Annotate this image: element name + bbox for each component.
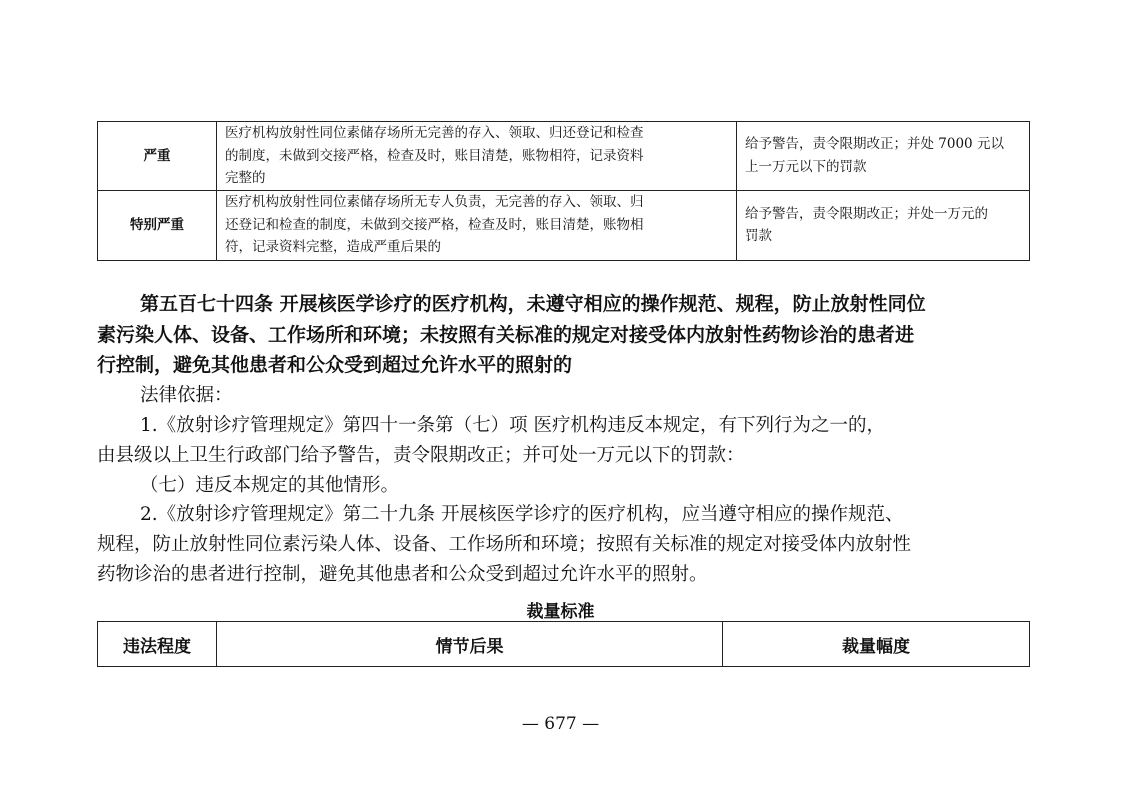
table-header-row: [98, 622, 1030, 667]
penalty-line: 给予警告，责令限期改正；并处一万元的: [745, 205, 988, 222]
table-row: [98, 190, 1030, 260]
circumstance-cell: [217, 122, 737, 191]
legal-paragraph-1: 由县级以上卫生行政部门给予警告，责令限期改正；并可处一万元以下的罚款：: [97, 445, 745, 466]
legal-item: （七）违反本规定的其他情形。: [140, 475, 400, 496]
column-header: 裁量幅度: [723, 622, 1030, 667]
penalty-line: 罚款: [745, 228, 772, 244]
penalty-cell: [737, 122, 1030, 191]
article-title-line: 素污染人体、设备、工作场所和环境；未按照有关标准的规定对接受体内放射性药物诊治的患者进: [97, 324, 915, 346]
standard-table: [97, 621, 1030, 667]
circumstance-line: 的制度，未做到交接严格，检查及时，账目清楚，账物相符，记录资料: [225, 147, 644, 164]
circumstance-line: 还登记和检查的制度，未做到交接严格，检查及时，账目清楚，账物相: [225, 216, 644, 233]
circumstance-line: 完整的: [225, 170, 266, 186]
legal-basis-heading: 法律依据：: [140, 385, 233, 406]
legal-paragraph-2: 规程，防止放射性同位素污染人体、设备、工作场所和环境；按照有关标准的规定对接受体内放射性: [97, 534, 912, 555]
column-header: 情节后果: [217, 622, 723, 667]
severity-cell: 严重: [98, 122, 217, 191]
penalty-line: 给予警告，责令限期改正；并处 7000 元以: [745, 136, 1004, 153]
penalty-table-top: [97, 121, 1030, 261]
article-title-line: 第五百七十四条 开展核医学诊疗的医疗机构，未遵守相应的操作规范、规程，防止放射性同位: [140, 293, 926, 315]
legal-paragraph-2: 药物诊治的患者进行控制，避免其他患者和公众受到超过允许水平的照射。: [97, 564, 708, 585]
column-header: 违法程度: [98, 622, 217, 667]
table-caption: 裁量标准: [526, 602, 595, 622]
legal-paragraph-1: 1.《放射诊疗管理规定》第四十一条第（七）项 医疗机构违反本规定，有下列行为之一的，: [140, 415, 886, 436]
legal-paragraph-2: 2.《放射诊疗管理规定》第二十九条 开展核医学诊疗的医疗机构，应当遵守相应的操作规范、: [140, 504, 904, 525]
article-title-line: 行控制，避免其他患者和公众受到超过允许水平的照射的: [97, 354, 573, 376]
circumstance-line: 符，记录资料完整，造成严重后果的: [225, 239, 441, 256]
circumstance-line: 医疗机构放射性同位素储存场所无专人负责，无完善的存入、领取、归: [225, 194, 644, 211]
circumstance-cell: [217, 190, 737, 260]
circumstance-line: 医疗机构放射性同位素储存场所无完善的存入、领取、归还登记和检查: [225, 125, 644, 141]
penalty-line: 上一万元以下的罚款: [745, 158, 867, 175]
table-row: [98, 122, 1030, 191]
penalty-cell: [737, 190, 1030, 260]
severity-cell: 特别严重: [98, 190, 217, 260]
page-number: — 677 —: [521, 714, 600, 734]
